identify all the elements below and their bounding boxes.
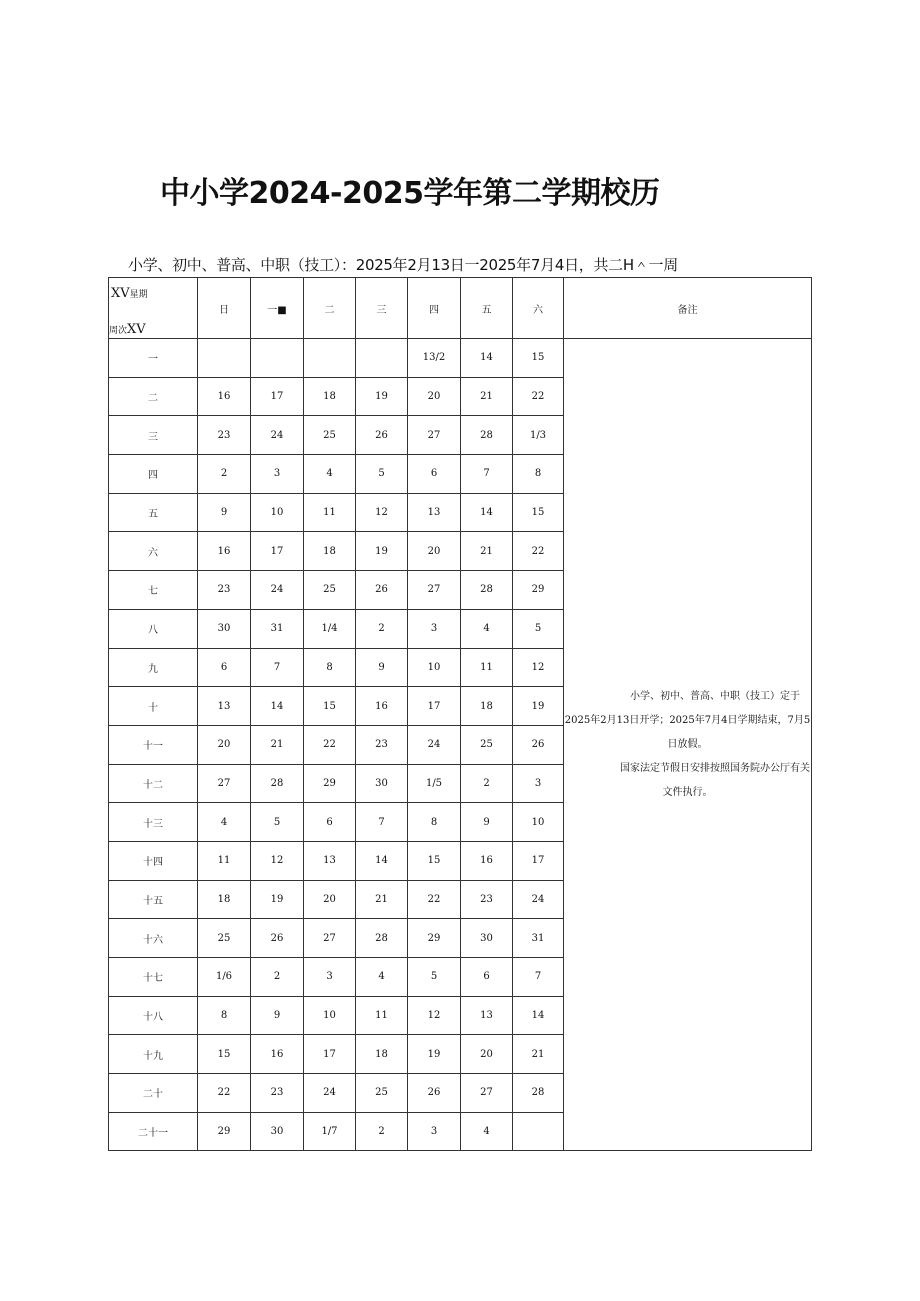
date-cell-thu: 3 — [408, 1112, 461, 1151]
date-cell-wed: 2 — [356, 1112, 408, 1151]
date-cell-sat — [513, 1112, 564, 1151]
remark-paragraph: 小学、初中、普高、中职（技工）定于2025年2月13日开学；2025年7月4日学期结束，7月5日放假。 — [564, 690, 811, 750]
date-cell-mon: 12 — [251, 841, 304, 880]
remarks-cell — [564, 339, 812, 1151]
week-number-cell: 十二 — [109, 764, 198, 803]
week-number-cell: 四 — [109, 455, 198, 494]
date-cell-sun: 8 — [198, 996, 251, 1035]
date-cell-mon: 23 — [251, 1074, 304, 1113]
week-number-cell: 七 — [109, 571, 198, 610]
week-number-cell: 十一 — [109, 725, 198, 764]
date-cell-tue: 1/7 — [304, 1112, 356, 1151]
date-cell-mon: 28 — [251, 764, 304, 803]
date-cell-wed: 23 — [356, 725, 408, 764]
date-cell-sat: 10 — [513, 803, 564, 842]
date-cell-sat: 5 — [513, 609, 564, 648]
date-cell-sat: 21 — [513, 1035, 564, 1074]
date-cell-mon: 7 — [251, 648, 304, 687]
week-number-cell: 一 — [109, 339, 198, 378]
date-cell-sun: 16 — [198, 532, 251, 571]
date-cell-sat: 26 — [513, 725, 564, 764]
week-number-cell: 十八 — [109, 996, 198, 1035]
date-cell-sun: 29 — [198, 1112, 251, 1151]
week-number-cell: 十 — [109, 687, 198, 726]
date-cell-sat: 15 — [513, 493, 564, 532]
date-cell-fri: 30 — [461, 919, 513, 958]
day-header-sun: 日 — [198, 278, 251, 339]
page-title: 中小学2024-2025学年第二学期校历 — [160, 176, 660, 211]
date-cell-tue: 13 — [304, 841, 356, 880]
date-cell-tue: 15 — [304, 687, 356, 726]
remarks-header: 备注 — [564, 278, 812, 339]
date-cell-tue — [304, 339, 356, 378]
date-cell-sat: 1/3 — [513, 416, 564, 455]
corner-bottom-text: 周次XV — [109, 322, 146, 337]
date-cell-thu: 10 — [408, 648, 461, 687]
week-number-cell: 十九 — [109, 1035, 198, 1074]
date-cell-tue: 1/4 — [304, 609, 356, 648]
day-header-wed: 三 — [356, 278, 408, 339]
week-number-cell: 九 — [109, 648, 198, 687]
week-number-cell: 十七 — [109, 958, 198, 997]
date-cell-mon: 10 — [251, 493, 304, 532]
week-number-cell: 二十 — [109, 1074, 198, 1113]
date-cell-sun: 4 — [198, 803, 251, 842]
date-cell-fri: 2 — [461, 764, 513, 803]
date-cell-fri: 21 — [461, 532, 513, 571]
date-cell-thu: 8 — [408, 803, 461, 842]
date-cell-fri: 6 — [461, 958, 513, 997]
date-cell-sun: 16 — [198, 377, 251, 416]
date-cell-wed: 5 — [356, 455, 408, 494]
date-cell-mon: 3 — [251, 455, 304, 494]
date-cell-sat: 29 — [513, 571, 564, 610]
date-cell-thu: 1/5 — [408, 764, 461, 803]
date-cell-sun: 2 — [198, 455, 251, 494]
week-number-cell: 十六 — [109, 919, 198, 958]
date-cell-tue: 6 — [304, 803, 356, 842]
date-cell-sat: 3 — [513, 764, 564, 803]
date-cell-thu: 13/2 — [408, 339, 461, 378]
date-cell-mon: 17 — [251, 532, 304, 571]
semester-subtitle: 小学、初中、普高、中职（技工）：2025年2月13日一2025年7月4日，共二H＾一周 — [128, 256, 678, 274]
date-cell-fri: 7 — [461, 455, 513, 494]
date-cell-mon: 24 — [251, 571, 304, 610]
date-cell-sun: 25 — [198, 919, 251, 958]
date-cell-tue: 10 — [304, 996, 356, 1035]
header-row — [109, 278, 812, 339]
date-cell-wed: 12 — [356, 493, 408, 532]
date-cell-mon: 30 — [251, 1112, 304, 1151]
day-header-mon: 一■ — [251, 278, 304, 339]
date-cell-wed: 7 — [356, 803, 408, 842]
date-cell-sat: 24 — [513, 880, 564, 919]
date-cell-sat: 19 — [513, 687, 564, 726]
date-cell-fri: 18 — [461, 687, 513, 726]
date-cell-wed: 2 — [356, 609, 408, 648]
date-cell-fri: 23 — [461, 880, 513, 919]
day-header-thu: 四 — [408, 278, 461, 339]
date-cell-sun: 22 — [198, 1074, 251, 1113]
date-cell-mon: 21 — [251, 725, 304, 764]
date-cell-tue: 22 — [304, 725, 356, 764]
week-row — [109, 339, 812, 378]
date-cell-mon: 19 — [251, 880, 304, 919]
date-cell-tue: 24 — [304, 1074, 356, 1113]
date-cell-sun: 23 — [198, 416, 251, 455]
day-header-fri: 五 — [461, 278, 513, 339]
date-cell-wed: 16 — [356, 687, 408, 726]
date-cell-fri: 28 — [461, 571, 513, 610]
week-number-cell: 六 — [109, 532, 198, 571]
date-cell-tue: 4 — [304, 455, 356, 494]
date-cell-wed: 26 — [356, 416, 408, 455]
date-cell-sun: 9 — [198, 493, 251, 532]
date-cell-thu: 22 — [408, 880, 461, 919]
date-cell-sat: 12 — [513, 648, 564, 687]
date-cell-thu: 3 — [408, 609, 461, 648]
remark-paragraph: 国家法定节假日安排按照国务院办公厅有关文件执行。 — [620, 762, 810, 798]
date-cell-sat: 22 — [513, 532, 564, 571]
date-cell-mon — [251, 339, 304, 378]
date-cell-wed: 4 — [356, 958, 408, 997]
date-cell-fri: 14 — [461, 339, 513, 378]
date-cell-sun: 23 — [198, 571, 251, 610]
week-number-cell: 二十一 — [109, 1112, 198, 1151]
date-cell-wed: 19 — [356, 377, 408, 416]
date-cell-tue: 25 — [304, 571, 356, 610]
date-cell-thu: 27 — [408, 571, 461, 610]
date-cell-sat: 28 — [513, 1074, 564, 1113]
day-header-sat: 六 — [513, 278, 564, 339]
date-cell-mon: 24 — [251, 416, 304, 455]
date-cell-thu: 27 — [408, 416, 461, 455]
date-cell-fri: 20 — [461, 1035, 513, 1074]
date-cell-fri: 9 — [461, 803, 513, 842]
date-cell-mon: 5 — [251, 803, 304, 842]
week-number-cell: 五 — [109, 493, 198, 532]
corner-header-cell — [109, 278, 198, 339]
date-cell-fri: 25 — [461, 725, 513, 764]
date-cell-wed: 11 — [356, 996, 408, 1035]
date-cell-thu: 24 — [408, 725, 461, 764]
date-cell-sun: 15 — [198, 1035, 251, 1074]
date-cell-fri: 27 — [461, 1074, 513, 1113]
date-cell-thu: 26 — [408, 1074, 461, 1113]
date-cell-sun: 27 — [198, 764, 251, 803]
date-cell-tue: 11 — [304, 493, 356, 532]
date-cell-mon: 17 — [251, 377, 304, 416]
week-number-cell: 八 — [109, 609, 198, 648]
date-cell-wed: 14 — [356, 841, 408, 880]
date-cell-wed: 21 — [356, 880, 408, 919]
date-cell-fri: 13 — [461, 996, 513, 1035]
date-cell-thu: 20 — [408, 532, 461, 571]
date-cell-fri: 28 — [461, 416, 513, 455]
date-cell-sun: 30 — [198, 609, 251, 648]
date-cell-wed: 19 — [356, 532, 408, 571]
date-cell-wed: 25 — [356, 1074, 408, 1113]
date-cell-sat: 17 — [513, 841, 564, 880]
date-cell-tue: 29 — [304, 764, 356, 803]
date-cell-thu: 5 — [408, 958, 461, 997]
date-cell-fri: 21 — [461, 377, 513, 416]
date-cell-sun: 18 — [198, 880, 251, 919]
date-cell-tue: 18 — [304, 532, 356, 571]
date-cell-sun — [198, 339, 251, 378]
date-cell-tue: 20 — [304, 880, 356, 919]
date-cell-thu: 29 — [408, 919, 461, 958]
date-cell-thu: 12 — [408, 996, 461, 1035]
calendar-body — [109, 339, 812, 1151]
date-cell-wed: 9 — [356, 648, 408, 687]
date-cell-sat: 14 — [513, 996, 564, 1035]
date-cell-fri: 11 — [461, 648, 513, 687]
week-number-cell: 二 — [109, 377, 198, 416]
date-cell-sun: 11 — [198, 841, 251, 880]
date-cell-thu: 17 — [408, 687, 461, 726]
date-cell-fri: 4 — [461, 1112, 513, 1151]
date-cell-fri: 4 — [461, 609, 513, 648]
date-cell-mon: 14 — [251, 687, 304, 726]
date-cell-tue: 18 — [304, 377, 356, 416]
date-cell-sun: 6 — [198, 648, 251, 687]
date-cell-thu: 6 — [408, 455, 461, 494]
date-cell-mon: 16 — [251, 1035, 304, 1074]
date-cell-sat: 22 — [513, 377, 564, 416]
date-cell-mon: 2 — [251, 958, 304, 997]
day-header-tue: 二 — [304, 278, 356, 339]
date-cell-wed — [356, 339, 408, 378]
date-cell-sun: 13 — [198, 687, 251, 726]
date-cell-sat: 31 — [513, 919, 564, 958]
date-cell-fri: 16 — [461, 841, 513, 880]
date-cell-tue: 27 — [304, 919, 356, 958]
week-number-cell: 三 — [109, 416, 198, 455]
week-number-cell: 十五 — [109, 880, 198, 919]
date-cell-wed: 28 — [356, 919, 408, 958]
date-cell-thu: 19 — [408, 1035, 461, 1074]
date-cell-thu: 15 — [408, 841, 461, 880]
date-cell-thu: 13 — [408, 493, 461, 532]
date-cell-sat: 7 — [513, 958, 564, 997]
date-cell-fri: 14 — [461, 493, 513, 532]
date-cell-sat: 15 — [513, 339, 564, 378]
date-cell-sun: 1/6 — [198, 958, 251, 997]
week-number-cell: 十四 — [109, 841, 198, 880]
date-cell-mon: 26 — [251, 919, 304, 958]
school-calendar-table — [108, 277, 812, 1151]
date-cell-tue: 17 — [304, 1035, 356, 1074]
date-cell-wed: 30 — [356, 764, 408, 803]
week-number-cell: 十三 — [109, 803, 198, 842]
date-cell-tue: 8 — [304, 648, 356, 687]
date-cell-tue: 3 — [304, 958, 356, 997]
date-cell-wed: 26 — [356, 571, 408, 610]
corner-top-text: XV星期 — [111, 286, 148, 301]
date-cell-wed: 18 — [356, 1035, 408, 1074]
date-cell-sat: 8 — [513, 455, 564, 494]
date-cell-sun: 20 — [198, 725, 251, 764]
date-cell-tue: 25 — [304, 416, 356, 455]
date-cell-mon: 9 — [251, 996, 304, 1035]
date-cell-thu: 20 — [408, 377, 461, 416]
date-cell-mon: 31 — [251, 609, 304, 648]
